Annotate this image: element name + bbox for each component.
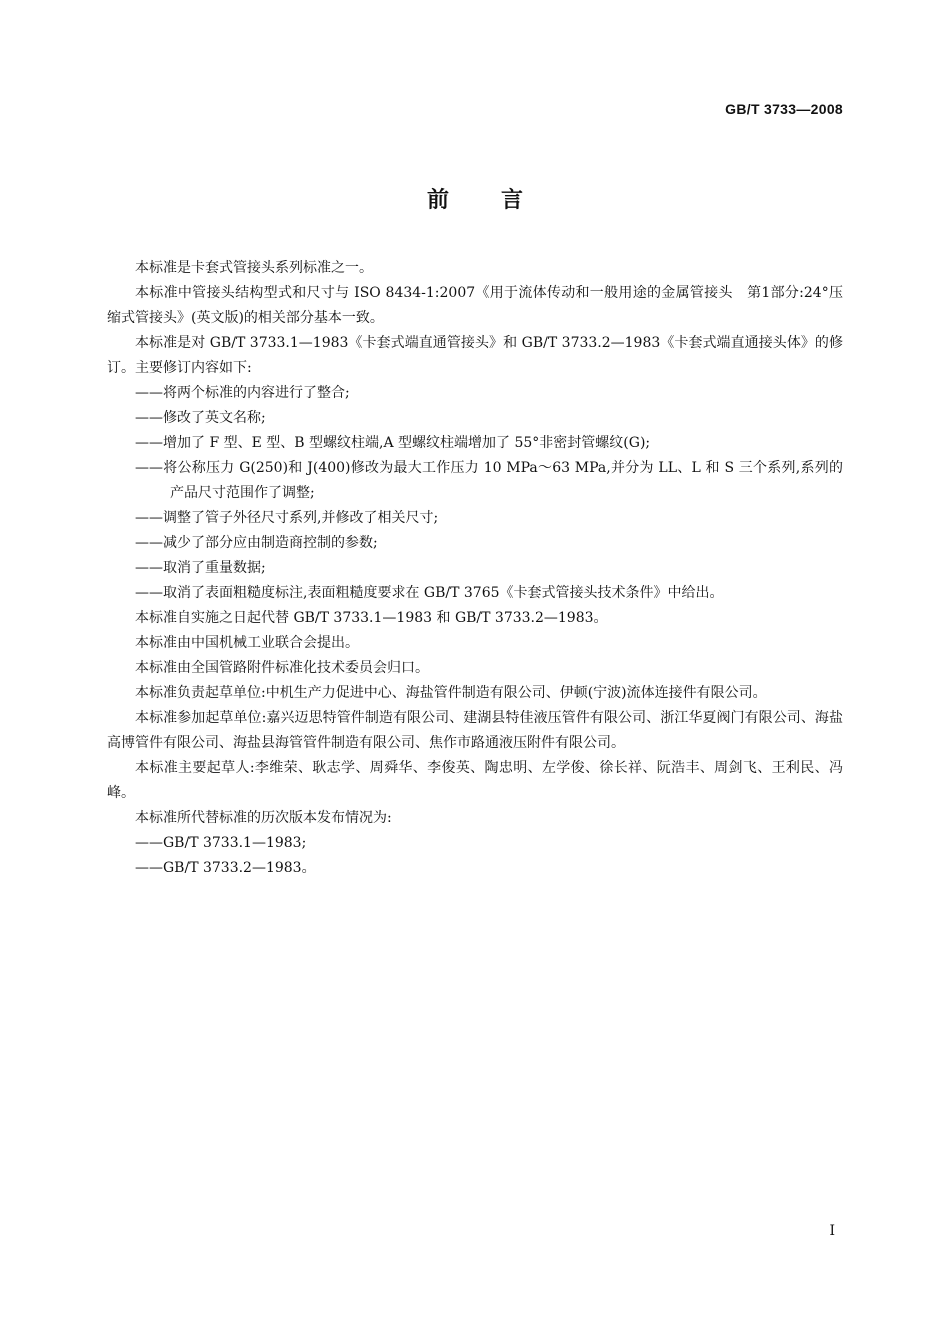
paragraph: 本标准是卡套式管接头系列标准之一。 — [135, 260, 373, 276]
document-body — [107, 256, 843, 881]
list-item: ——将两个标准的内容进行了整合; — [135, 385, 350, 401]
paragraph: 本标准中管接头结构型式和尺寸与 ISO 8434-1:2007《用于流体传动和一般用途的金属管接头 第1部分:24°压缩式管接头》(英文版)的相关部分基本一致。 — [107, 285, 843, 326]
list-item: ——将公称压力 G(250)和 J(400)修改为最大工作压力 10 MPa～63 MPa,并分为 LL、L 和 S 三个系列,系列的产品尺寸范围作了调整; — [135, 460, 843, 501]
standard-number: GB/T 3733—2008 — [725, 101, 843, 117]
list-item: ——增加了 F 型、E 型、B 型螺纹柱端,A 型螺纹柱端增加了 55°非密封管螺纹(G); — [135, 435, 651, 451]
list-item: ——取消了重量数据; — [135, 560, 266, 576]
paragraph: 本标准由中国机械工业联合会提出。 — [135, 635, 359, 651]
paragraph: 本标准负责起草单位:中机生产力促进中心、海盐管件制造有限公司、伊顿(宁波)流体连接件有限公司。 — [135, 685, 767, 701]
list-item: ——调整了管子外径尺寸系列,并修改了相关尺寸; — [135, 510, 439, 526]
paragraph: 本标准是对 GB/T 3733.1—1983《卡套式端直通管接头》和 GB/T 3733.2—1983《卡套式端直通接头体》的修订。主要修订内容如下: — [107, 335, 843, 376]
paragraph: 本标准主要起草人:李维荣、耿志学、周舜华、李俊英、陶忠明、左学俊、徐长祥、阮浩丰、周剑飞、王利民、冯峰。 — [107, 760, 843, 801]
paragraph: 本标准参加起草单位:嘉兴迈思特管件制造有限公司、建湖县特佳液压管件有限公司、浙江华夏阀门有限公司、海盐高博管件有限公司、海盐县海管管件制造有限公司、焦作市路通液压附件有限公司。 — [107, 710, 843, 751]
list-item: ——修改了英文名称; — [135, 410, 266, 426]
paragraph: 本标准自实施之日起代替 GB/T 3733.1—1983 和 GB/T 3733.2—1983。 — [135, 610, 608, 626]
list-item: ——减少了部分应由制造商控制的参数; — [135, 535, 378, 551]
list-item: ——取消了表面粗糙度标注,表面粗糙度要求在 GB/T 3765《卡套式管接头技术条件》中给出。 — [135, 585, 724, 601]
list-item: ——GB/T 3733.2—1983。 — [135, 860, 316, 876]
page-title: 前言 — [426, 188, 575, 213]
paragraph: 本标准由全国管路附件标准化技术委员会归口。 — [135, 660, 429, 676]
list-item: ——GB/T 3733.1—1983; — [135, 835, 307, 851]
page-number: I — [829, 1223, 835, 1239]
paragraph: 本标准所代替标准的历次版本发布情况为: — [135, 810, 392, 826]
